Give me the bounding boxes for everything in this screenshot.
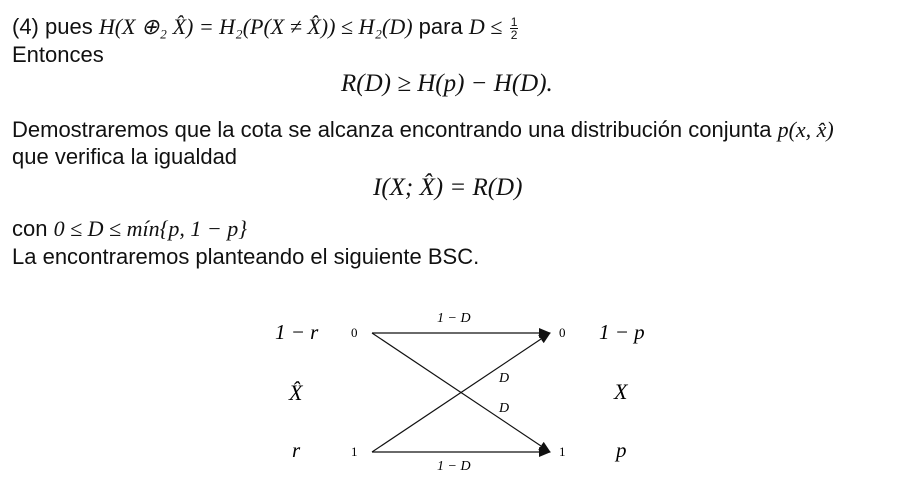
right-bottom-probability: p <box>616 438 627 462</box>
paragraph-2-text: Demostraremos que la cota se alcanza encontrando una distribución conjunta <box>12 117 778 142</box>
mutual-information-equation: I(X; X̂) = R(D) <box>373 174 523 201</box>
right-output-variable: X <box>614 379 628 404</box>
edge-bottom-label: 1 − D <box>437 459 471 474</box>
paragraph-2-line-2: que verifica la igualdad <box>12 144 238 169</box>
output-symbol-0: 0 <box>559 325 566 340</box>
bsc-intro-line: La encontraremos planteando el siguiente BSC. <box>12 244 480 269</box>
edge-top-label: 1 − D <box>437 311 471 326</box>
right-top-probability: 1 − p <box>599 320 645 344</box>
line1-mid: para <box>412 14 469 39</box>
left-bottom-probability: r <box>292 438 301 462</box>
entonces-text: Entonces <box>12 42 104 67</box>
distortion-bound: D ≤ <box>468 14 508 39</box>
entropy-equation: H(X ⊕₂ X̂) = H₂(P(X ≠ X̂)) ≤ H₂(D) <box>98 14 413 39</box>
con-prefix: con <box>12 216 54 241</box>
crossover-label-lower: D <box>499 401 510 416</box>
input-symbol-0: 0 <box>351 325 358 340</box>
rate-distortion-bound: R(D) ≥ H(p) − H(D). <box>341 70 553 97</box>
line1-prefix: (4) pues <box>12 14 99 39</box>
distortion-range: 0 ≤ D ≤ mín{p, 1 − p} <box>53 216 248 241</box>
crossover-label-upper: D <box>499 371 510 386</box>
one-half-fraction: $\frac{1}{2}$ <box>510 14 518 42</box>
output-symbol-1: 1 <box>559 444 566 459</box>
joint-distribution: p(x, x̂) <box>777 117 834 142</box>
left-input-variable: X̂ <box>289 380 303 405</box>
input-symbol-1: 1 <box>351 444 358 459</box>
left-top-probability: 1 − r <box>275 320 319 344</box>
